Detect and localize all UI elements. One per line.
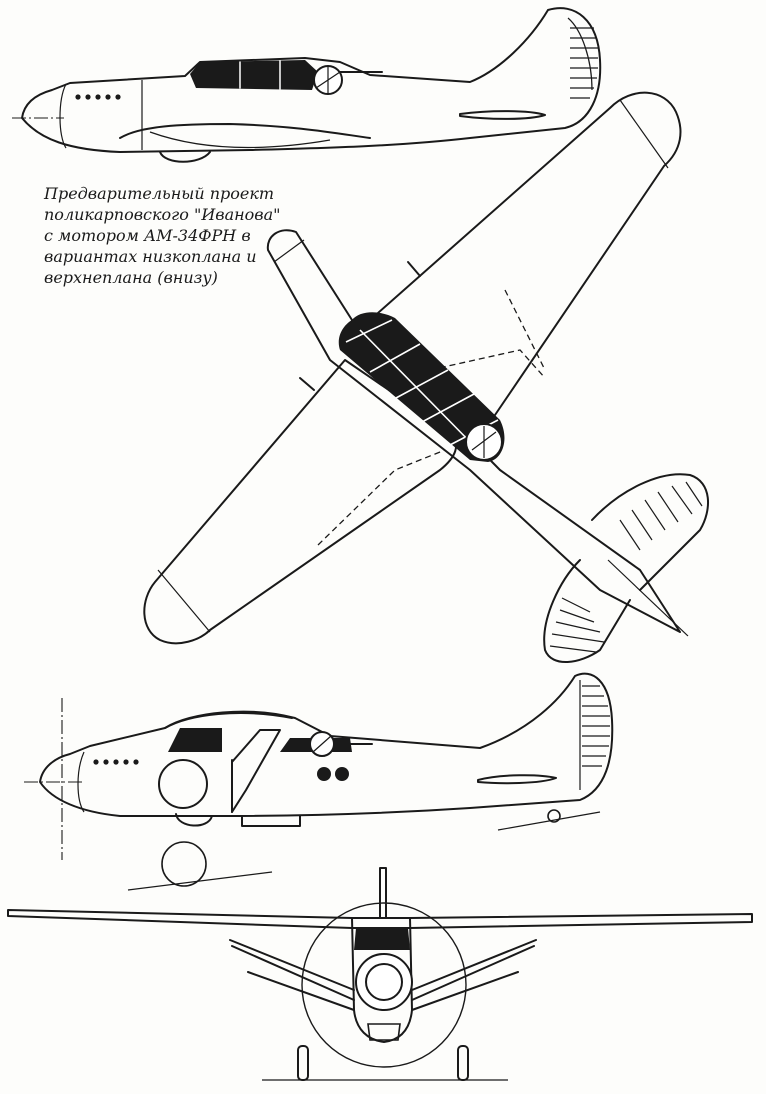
plan-elevator-hatch-left bbox=[550, 598, 604, 652]
exhaust-stubs bbox=[75, 94, 120, 99]
side-canopy bbox=[190, 60, 382, 94]
plan-tailplane-right bbox=[592, 474, 708, 590]
caption-line: вариантах низкоплана и bbox=[44, 247, 257, 266]
side-view-high-wing bbox=[24, 674, 612, 890]
side2-canopy bbox=[165, 713, 372, 812]
caption-line: поликарповского "Иванова" bbox=[44, 205, 281, 224]
caption-line: с мотором АМ-34ФРН в bbox=[44, 226, 251, 245]
front-view bbox=[8, 868, 752, 1080]
caption-line: верхнеплана (внизу) bbox=[44, 268, 218, 287]
figure-caption bbox=[44, 183, 294, 288]
side-view-low-wing bbox=[12, 8, 600, 162]
caption-line: Предварительный проект bbox=[44, 184, 275, 203]
plan-view bbox=[144, 93, 708, 662]
side2-exhaust-stubs bbox=[93, 759, 138, 764]
